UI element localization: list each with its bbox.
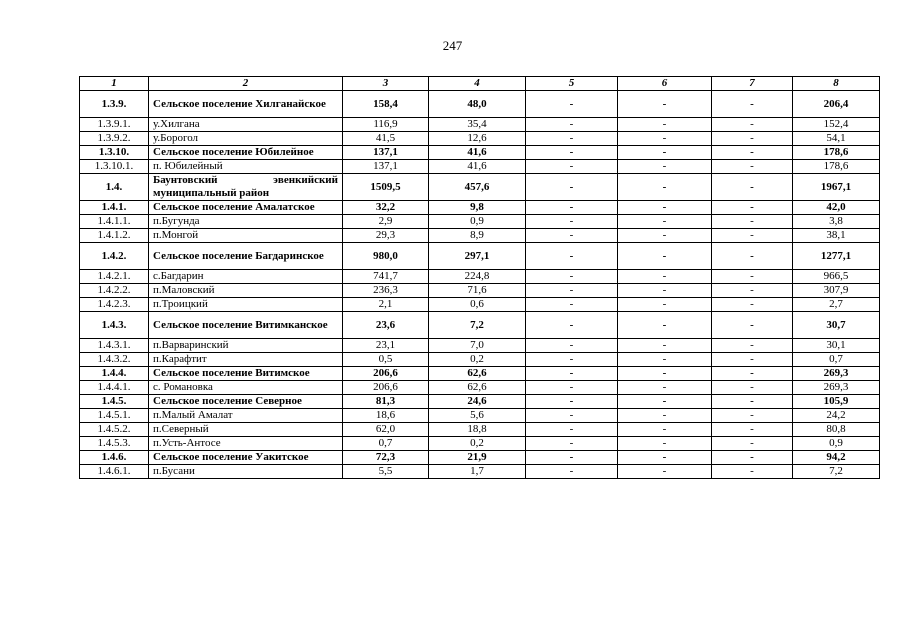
cell-value: 116,9 (343, 118, 429, 132)
cell-value: 1,7 (429, 465, 526, 479)
cell-value: 2,7 (793, 298, 880, 312)
cell-code: 1.4.1.2. (80, 229, 149, 243)
cell-value: 206,6 (343, 381, 429, 395)
cell-value: 8,9 (429, 229, 526, 243)
cell-value: 29,3 (343, 229, 429, 243)
table-body (80, 91, 880, 479)
table-row (80, 381, 880, 395)
cell-value: - (618, 118, 712, 132)
cell-code: 1.4.5.3. (80, 437, 149, 451)
cell-name: Сельское поселение Витимское (149, 367, 343, 381)
cell-value: - (712, 215, 793, 229)
cell-value: - (712, 91, 793, 118)
cell-value: 30,7 (793, 312, 880, 339)
table-row-subtotal (80, 367, 880, 381)
cell-name: Сельское поселение Уакитское (149, 451, 343, 465)
cell-value: 3,8 (793, 215, 880, 229)
cell-code: 1.4.5.1. (80, 409, 149, 423)
cell-value: 307,9 (793, 284, 880, 298)
cell-value: - (618, 270, 712, 284)
cell-value: - (618, 91, 712, 118)
cell-value: - (618, 312, 712, 339)
cell-code: 1.4.3.1. (80, 339, 149, 353)
cell-value: - (712, 381, 793, 395)
cell-code: 1.4.1.1. (80, 215, 149, 229)
cell-value: 9,8 (429, 201, 526, 215)
table-row (80, 284, 880, 298)
cell-value: 178,6 (793, 160, 880, 174)
cell-code: 1.3.9.2. (80, 132, 149, 146)
column-header: 6 (618, 77, 712, 91)
cell-value: - (712, 451, 793, 465)
cell-value: - (618, 465, 712, 479)
cell-value: - (712, 312, 793, 339)
table-row (80, 339, 880, 353)
cell-value: 7,2 (429, 312, 526, 339)
cell-value: 206,4 (793, 91, 880, 118)
column-header: 1 (80, 77, 149, 91)
cell-value: 236,3 (343, 284, 429, 298)
cell-code: 1.3.10. (80, 146, 149, 160)
cell-value: 269,3 (793, 367, 880, 381)
cell-value: 178,6 (793, 146, 880, 160)
cell-value: - (526, 215, 618, 229)
cell-value: - (526, 353, 618, 367)
cell-value: - (618, 284, 712, 298)
cell-value: 23,6 (343, 312, 429, 339)
cell-value: 7,0 (429, 339, 526, 353)
cell-value: 41,6 (429, 146, 526, 160)
cell-code: 1.4.3. (80, 312, 149, 339)
cell-value: 24,2 (793, 409, 880, 423)
cell-code: 1.4.6. (80, 451, 149, 465)
cell-value: - (618, 353, 712, 367)
cell-value: 2,1 (343, 298, 429, 312)
cell-value: - (618, 367, 712, 381)
page-number: 247 (442, 38, 463, 53)
table-row (80, 353, 880, 367)
cell-value: 71,6 (429, 284, 526, 298)
cell-value: - (526, 243, 618, 270)
cell-value: - (712, 118, 793, 132)
cell-value: 30,1 (793, 339, 880, 353)
cell-name: п.Северный (149, 423, 343, 437)
table-row (80, 437, 880, 451)
cell-name: Баунтовский эвенкийский муниципальный район (149, 174, 343, 201)
cell-name: п.Малый Амалат (149, 409, 343, 423)
cell-value: - (526, 91, 618, 118)
cell-value: 94,2 (793, 451, 880, 465)
cell-name: Сельское поселение Витимканское (149, 312, 343, 339)
cell-value: - (712, 367, 793, 381)
data-table (79, 76, 880, 479)
table-row (80, 118, 880, 132)
cell-value: 48,0 (429, 91, 526, 118)
cell-value: - (712, 465, 793, 479)
cell-value: - (712, 298, 793, 312)
cell-value: 0,2 (429, 353, 526, 367)
cell-name: п.Маловский (149, 284, 343, 298)
column-header: 5 (526, 77, 618, 91)
cell-value: 0,7 (793, 353, 880, 367)
table-row-subtotal (80, 395, 880, 409)
cell-value: 5,6 (429, 409, 526, 423)
cell-value: 224,8 (429, 270, 526, 284)
table-row (80, 132, 880, 146)
cell-value: - (618, 243, 712, 270)
cell-value: - (712, 409, 793, 423)
table-row-subtotal (80, 174, 880, 201)
cell-value: 41,6 (429, 160, 526, 174)
cell-value: 23,1 (343, 339, 429, 353)
cell-name: с.Багдарин (149, 270, 343, 284)
table-row (80, 229, 880, 243)
cell-code: 1.4.5. (80, 395, 149, 409)
cell-value: - (618, 451, 712, 465)
cell-value: 206,6 (343, 367, 429, 381)
cell-value: 18,6 (343, 409, 429, 423)
table-row (80, 423, 880, 437)
cell-value: 7,2 (793, 465, 880, 479)
cell-value: 1967,1 (793, 174, 880, 201)
cell-value: - (618, 298, 712, 312)
cell-name: п.Монгой (149, 229, 343, 243)
cell-value: 1509,5 (343, 174, 429, 201)
cell-value: - (526, 381, 618, 395)
cell-value: 54,1 (793, 132, 880, 146)
cell-value: - (526, 146, 618, 160)
cell-value: - (618, 409, 712, 423)
cell-value: 297,1 (429, 243, 526, 270)
cell-value: - (712, 160, 793, 174)
cell-value: - (618, 339, 712, 353)
cell-name: п. Юбилейный (149, 160, 343, 174)
table-row (80, 465, 880, 479)
cell-value: - (618, 132, 712, 146)
cell-value: - (618, 437, 712, 451)
cell-value: - (526, 409, 618, 423)
table-row-subtotal (80, 451, 880, 465)
cell-name: п.Троицкий (149, 298, 343, 312)
cell-value: 21,9 (429, 451, 526, 465)
cell-value: 741,7 (343, 270, 429, 284)
table-row-subtotal (80, 201, 880, 215)
cell-name: Сельское поселение Юбилейное (149, 146, 343, 160)
cell-value: - (618, 160, 712, 174)
cell-value: - (526, 174, 618, 201)
cell-value: 1277,1 (793, 243, 880, 270)
cell-code: 1.4.2.3. (80, 298, 149, 312)
cell-value: - (526, 423, 618, 437)
table-row-subtotal (80, 243, 880, 270)
column-header: 4 (429, 77, 526, 91)
cell-value: - (526, 284, 618, 298)
cell-name: у.Борогол (149, 132, 343, 146)
cell-value: 137,1 (343, 146, 429, 160)
cell-value: - (526, 312, 618, 339)
cell-name: п.Усть-Антосе (149, 437, 343, 451)
cell-name: с. Романовка (149, 381, 343, 395)
cell-name: Сельское поселение Хилганайское (149, 91, 343, 118)
cell-value: 269,3 (793, 381, 880, 395)
cell-code: 1.4.2.1. (80, 270, 149, 284)
cell-value: 0,5 (343, 353, 429, 367)
header-row (80, 77, 880, 91)
cell-value: 42,0 (793, 201, 880, 215)
cell-value: - (526, 201, 618, 215)
cell-code: 1.4.2. (80, 243, 149, 270)
cell-code: 1.4.5.2. (80, 423, 149, 437)
column-header: 3 (343, 77, 429, 91)
cell-value: - (526, 339, 618, 353)
cell-code: 1.3.10.1. (80, 160, 149, 174)
cell-value: 0,9 (793, 437, 880, 451)
cell-name: п.Карафтит (149, 353, 343, 367)
table-row-subtotal (80, 91, 880, 118)
cell-name: Сельское поселение Амалатское (149, 201, 343, 215)
cell-value: - (712, 270, 793, 284)
cell-code: 1.4.4. (80, 367, 149, 381)
cell-name: у.Хилгана (149, 118, 343, 132)
cell-value: 457,6 (429, 174, 526, 201)
cell-value: - (618, 423, 712, 437)
cell-value: - (526, 229, 618, 243)
cell-value: - (526, 367, 618, 381)
cell-value: 38,1 (793, 229, 880, 243)
cell-value: 0,7 (343, 437, 429, 451)
cell-value: - (618, 146, 712, 160)
cell-value: 62,6 (429, 367, 526, 381)
cell-value: 12,6 (429, 132, 526, 146)
cell-value: - (712, 423, 793, 437)
cell-value: 35,4 (429, 118, 526, 132)
cell-code: 1.3.9. (80, 91, 149, 118)
cell-value: - (526, 298, 618, 312)
cell-value: - (712, 201, 793, 215)
cell-value: - (712, 146, 793, 160)
cell-name: п.Бусани (149, 465, 343, 479)
cell-value: - (526, 451, 618, 465)
cell-code: 1.3.9.1. (80, 118, 149, 132)
table-row (80, 409, 880, 423)
cell-value: 158,4 (343, 91, 429, 118)
cell-code: 1.4.1. (80, 201, 149, 215)
cell-value: - (712, 437, 793, 451)
cell-value: 0,2 (429, 437, 526, 451)
cell-value: 72,3 (343, 451, 429, 465)
cell-value: - (526, 270, 618, 284)
column-header: 7 (712, 77, 793, 91)
cell-value: 137,1 (343, 160, 429, 174)
table-row (80, 160, 880, 174)
cell-value: 966,5 (793, 270, 880, 284)
cell-value: - (618, 174, 712, 201)
cell-value: - (712, 339, 793, 353)
cell-value: 81,3 (343, 395, 429, 409)
table-row (80, 215, 880, 229)
cell-code: 1.4.6.1. (80, 465, 149, 479)
cell-value: - (618, 201, 712, 215)
cell-value: - (712, 174, 793, 201)
cell-value: 152,4 (793, 118, 880, 132)
column-header: 2 (149, 77, 343, 91)
cell-value: - (712, 132, 793, 146)
cell-value: 62,0 (343, 423, 429, 437)
cell-code: 1.4.3.2. (80, 353, 149, 367)
cell-value: 980,0 (343, 243, 429, 270)
cell-value: 41,5 (343, 132, 429, 146)
cell-value: 0,6 (429, 298, 526, 312)
cell-value: - (712, 395, 793, 409)
cell-name: п.Варваринский (149, 339, 343, 353)
cell-value: 62,6 (429, 381, 526, 395)
cell-name: п.Бугунда (149, 215, 343, 229)
cell-value: - (618, 381, 712, 395)
table-row (80, 270, 880, 284)
table-row-subtotal (80, 312, 880, 339)
table-row (80, 298, 880, 312)
cell-value: - (526, 118, 618, 132)
cell-value: 2,9 (343, 215, 429, 229)
cell-value: - (526, 465, 618, 479)
cell-value: - (712, 243, 793, 270)
cell-value: - (526, 395, 618, 409)
cell-value: 24,6 (429, 395, 526, 409)
cell-name: Сельское поселение Северное (149, 395, 343, 409)
cell-value: - (618, 229, 712, 243)
cell-value: - (712, 284, 793, 298)
cell-value: 32,2 (343, 201, 429, 215)
cell-value: - (712, 353, 793, 367)
column-header: 8 (793, 77, 880, 91)
cell-value: - (526, 132, 618, 146)
cell-value: - (618, 395, 712, 409)
cell-value: 5,5 (343, 465, 429, 479)
cell-value: 80,8 (793, 423, 880, 437)
cell-value: - (526, 437, 618, 451)
cell-value: - (618, 215, 712, 229)
cell-value: - (526, 160, 618, 174)
table-row-subtotal (80, 146, 880, 160)
cell-value: 105,9 (793, 395, 880, 409)
cell-name: Сельское поселение Багдаринское (149, 243, 343, 270)
cell-value: - (712, 229, 793, 243)
cell-code: 1.4.2.2. (80, 284, 149, 298)
cell-value: 18,8 (429, 423, 526, 437)
cell-code: 1.4. (80, 174, 149, 201)
cell-value: 0,9 (429, 215, 526, 229)
cell-code: 1.4.4.1. (80, 381, 149, 395)
